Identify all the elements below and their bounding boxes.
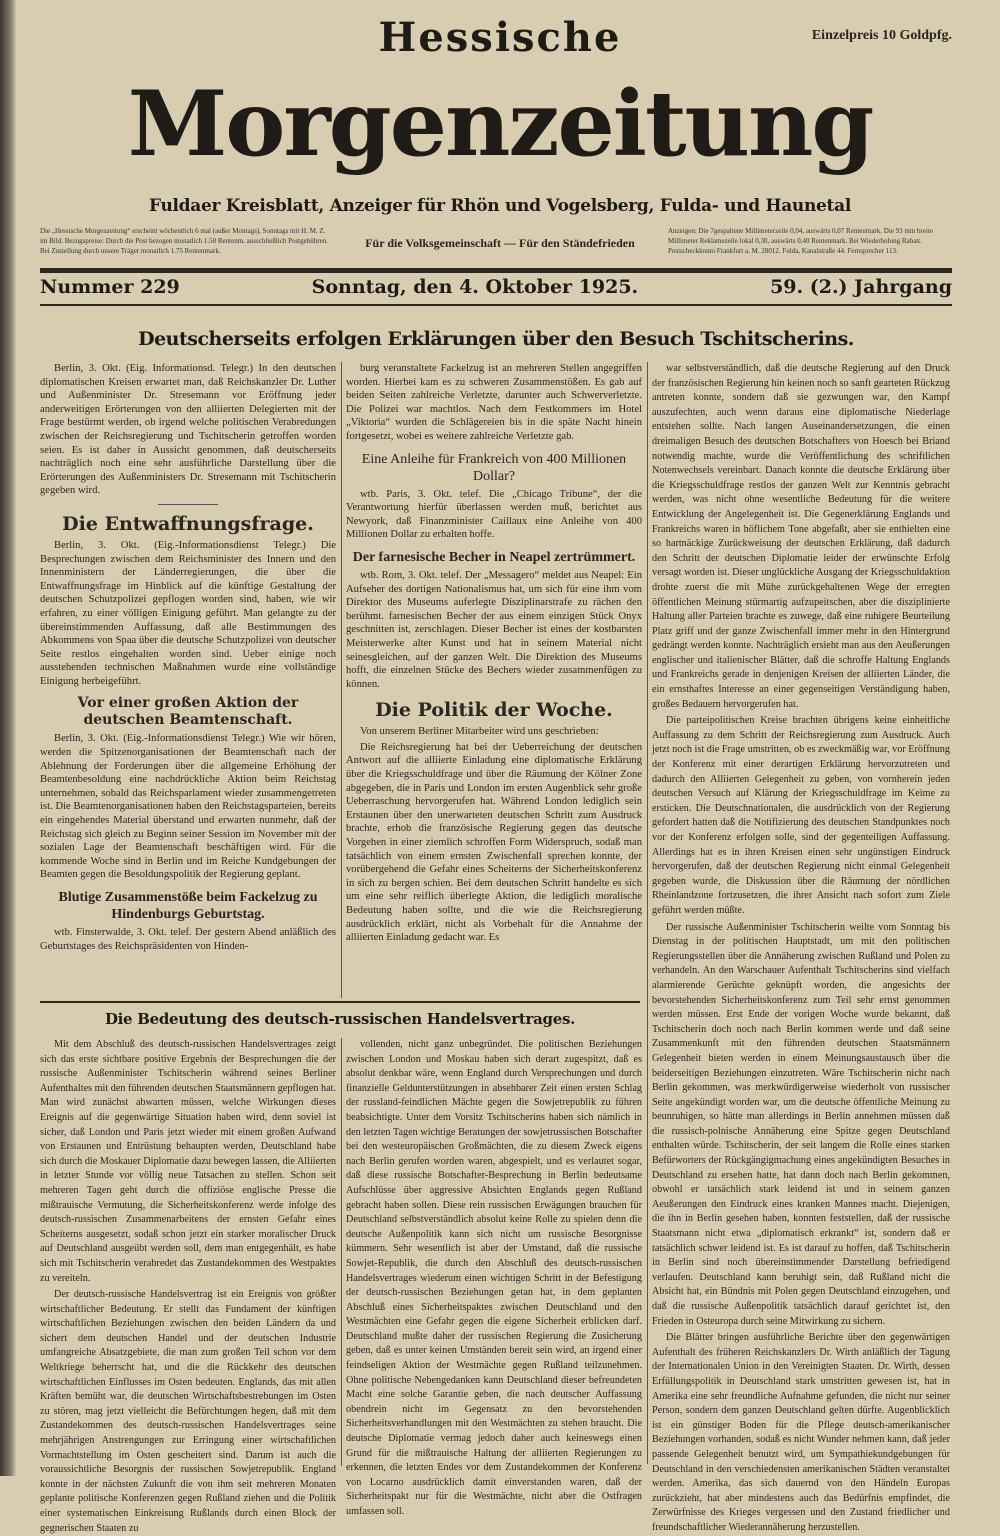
bottom-column-right <box>346 1038 642 1517</box>
lead-headline: Deutscherseits erfolgen Erklärungen über den Besuch Tschitscherins. <box>138 328 854 350</box>
article-text: wtb. Rom, 3. Okt. telef. Der „Messagero“ meldet aus Neapel: Ein Aufseher des dortigen Nationalismus hat, um sich für eine ihm vom Direktor des Museums auferlegte Disziplinarstrafe zu rächen den berühmt. farnesischen Becher der aus einem einzigen Stück Onyx geschnitten ist, zerschlagen. Dieser Becher ist eines der kostbarsten Meisterwerke alter Kunst und hat in seinem Material nicht seinesgleichen, auf der ganzen Welt. Die Direktion des Museums hofft, die einzelnen Stücke des Bechers wieder zusammenfügen zu können. <box>346 569 642 690</box>
bottom-column-left <box>40 1038 336 1534</box>
masthead-title-top: Hessische <box>378 14 622 61</box>
article-text: Die parteipolitischen Kreise brachten übrigens keine einheitliche Auffassung zu dem Schritt der Reichsregierung zum Ausdruck. Auch jetzt noch ist die Frage umstritten, ob es zweckmäßig war, vor Eröffnung der Konferenz mit einer derartigen Erklärung hervorzutreten und dadurch den Alliierten Gelegenheit zu geben, von vornherein jeden deutschen Versuch auf Klärung der Kriegsschuldfrage im Keime zu ersticken. Die Deutschnationalen, die ausdrücklich von der Regierung gefordert hatten daß die Notifizierung des deutschen Standpunktes noch vor der Konferenz erfolgen solle, sind der gegenteiligen Auffassung. Allerdings hat es in ihren Kreisen einen sehr ungünstigen Eindruck hervorgerufen, daß der deutschen Regierung nicht einmal Gelegenheit gegeben wurde, die Diskussion über die Räumung der nördlichen Rheinlandzone fortzusetzen, die ihrer Ansicht nach sofort zum Ziele geführt werden müßte. <box>652 715 950 916</box>
column-1 <box>40 362 336 998</box>
advertising-info: Anzeigen: Die 7gespaltene Millimeterzeile 0,04, auswärts 0,07 Rentenmark. Die 93 mm breite Millimeter Reklamezeile lokal 0,30, auswärts 0,40 Rentenmark. Bei Wiederholung Rabatt. Postscheckkonto Frankfurt a. M. 28012. Fulda, Kanalstraße 44. Fernsprecher 113. <box>668 227 933 255</box>
article-text: vollenden, nicht ganz unbegründet. Die politischen Beziehungen zwischen London und Moskau haben sich derart zugespitzt, daß es absolut denkbar wäre, wenn England durch Versprechungen und durch finanzielle Geldunterstützungen in absehbarer Zeit einen ersten Schlag der russland-feindlichen Mächte gegen die Sowjetrepublik zu führen beabsichtigte. Unter dem Vorsitz Tschitscherins haben sich nämlich in den letzten Tagen wichtige Beratungen der sowjetrussischen Botschafter bei den westeuropäischen Großmächten, die zu diesem Zweck eigens nach Berlin gerufen worden waren, abgespielt, und es verlautet sogar, daß diese russische Botschafter-Besprechung in Berlin bedeutsame Aufschlüsse über aggressive Absichten Englands gegen Rußland gebracht haben sollen. Diese rein russischen Erwägungen brauchen für Deutschland selbstverständlich absolut keine Rolle zu spielen denn die deutsche Außenpolitik kann sich nicht um russische Besorgnisse kümmern. Sehr wesentlich ist aber der Umstand, daß die russische Sowjet-Republik, die durch den Abschluß des deutsch-russischen Handelsvertrages wiederum einen wichtigen Schritt in der Befestigung der deutsch-russischen Beziehungen getan hat, in dem geplanten Abschluß eines Sicherheitspaktes zwischen Deutschland und den Westmächten eine Gefahr gegen die eigene Sicherheit erblicken darf. Deutschland mußte daher der russischen Regierung die Zusicherung geben, daß es unter keinen Umständen bereit sein wird, an irgend einer feindseligen Aktion der Westmächte gegen Rußland teilzunehmen. Ohne politische Nebengedanken kann Deutschland dieser befreundeten Macht eine solche Garantie geben, die nach deutscher Auffassung obendrein nicht im Gegensatz zu den bevorstehenden Sicherheitsverhandlungen mit den Westmächten zu stehen braucht. Die deutsche Diplomatie vermag jedoch daher auch keineswegs einen Grund für die mißtrauische Haltung der alliierten Regierungen zu erkennen, die letzten Endes vor dem Zustandekommen der Konferenz von Locarno ausdrücklich damit einverstanden waren, daß der Sicherheitspakt nur für die Westmächte, nicht aber die Ostfragen umfassen soll. <box>346 1039 642 1517</box>
article-text: Mit dem Abschluß des deutsch-russischen Handelsvertrages zeigt sich das erste sichtbare positive Ergebnis der Besprechungen die der russische Außenminister Tschitscherin während seines Berliner Aufenthaltes mit den führenden deutschen Staatsmännern gepflogen hat. Man wird zunächst abwarten müssen, welche Wirkungen dieses Ereignis auf die gegenwärtige Situation haben wird, denn soviel ist sicher, daß London und Paris jetzt wieder mit einem großen Aufwand von Erstaunen und Entrüstung behaupten werden, Deutschland habe sich durch die Moskauer Diplomatie dazu bewegen lassen, die Alliierten in letzter Stunde vor völlig neue Tatsachen zu stellen. Schon seit mehreren Tagen geht durch die offiziöse englische Presse die mißtrauische Vermutung, die Sicherheitskonferenz werde infolge des deutsch-russischen Zusammenarbeitens der ernsten Gefahr eines Scheiterns ausgesetzt, sodaß schon jetzt ein starker moralischer Druck auf Deutschland ausgeübt werden soll, dem man entgegenhält, es habe sich mit Tschitscherin verabredet das Zustandekommen des Westpaktes zu vereiteln. <box>40 1039 336 1284</box>
article-text: Berlin, 3. Okt. (Eig.-Informationsdienst Telegr.) Die Besprechungen zwischen dem Reichsminister des Innern und den Innenministern der Länderregierungen, die über die Entwaffnungsfrage im Hinblick auf die künftige Gestaltung der deutschen Schutzpolizei gepflogen worden sind, haben, wie wir erfahren, zu einer völligen Einigung geführt. Man gelangte zu der übereinstimmenden Auffassung, daß alle Bestimmungen des Abkommens von Spaa über die deutsche Schutzpolizei von deutscher Seite restlos eingehalten worden sind. Ueber einige noch ausstehenden technischen Maßnahmen wurde eine vollständige Einigung herbeigeführt. <box>40 539 336 687</box>
page-binding-edge <box>0 0 16 1476</box>
dateline-rule <box>40 304 952 306</box>
masthead-title: Morgenzeitung <box>127 71 873 177</box>
article-headline: Die Politik der Woche. <box>375 699 613 722</box>
article-text: Berlin, 3. Okt. (Eig. Informationsd. Telegr.) In den deutschen diplomatischen Kreisen erwartet man, daß Reichskanzler Dr. Luther und Außenminister Dr. Stresemann vor Eröffnung jeder anderweitigen Erörterungen von den alliierten Delegierten mit der Frage bestürmt werden, ob irgend welche politischen Verabredungen zwischen der Reichsregierung und Tschitscherin getroffen worden seien. Es ist daher in Aussicht genommen, daß deutscherseits nachträglich noch eine sehr ausführliche Darstellung über die Erörterungen des Außenministers Dr. Stresemann mit Tschitscherin gegeben wird. <box>40 363 336 497</box>
dateline <box>40 276 952 298</box>
article-text: Die Reichsregierung hat bei der Ueberreichung der deutschen Antwort auf die alliierte Einladung eine diplomatische Erklärung über die Kriegsschuldfrage und über die Räumung der Kölner Zone abgegeben, die in Paris und London im ersten Augenblick sehr große Ueberraschung hervorgerufen hat. Während London lediglich sein Erstaunen über den unerwarteten deutschen Schritt zum Ausdruck brachte, erhob die französische Regierung gegen das deutsche Vorgehen in einer ziemlich schroffen Form Widerspruch, sodaß man tatsächlich von einem ernsten Zwischenfall sprechen konnte, der vorübergehend die Gefahr eines Scheiterns der Sicherheitskonferenz in sich zu bergen schien. Bei dem deutschen Schritt handelte es sich um eine sehr reiflich überlegte Aktion, die lediglich moralische Bedeutung haben sollte, und die wie die Reichsregierung ausdrücklich erklärt, nicht als Vorbehalt für die Annahme der alliierten Einladung gedacht war. Es <box>346 741 642 944</box>
article-text: wtb. Finsterwalde, 3. Okt. telef. Der gestern Abend anläßlich des Geburtstages des Reichspräsidenten von Hinden- <box>40 927 336 952</box>
article-text: Der deutsch-russische Handelsvertrag ist ein Ereignis von größter wirtschaftlicher Bedeutung. Er stellt das Fundament der künftigen wirtschaftlichen Beziehungen zwischen den beiden Ländern da und sichert dem deutschen Handel und der deutschen Industrie umfangreiche Absatzgebiete, die man zum großen Teil schon vor dem Weltkriege beherrscht hat, und die die Rückkehr des deutschen wirtschaftlichen Einflusses im Osten bedeuten. Englands, das mit allen Kräften bemüht war, die deutschen Wirtschaftsbestrebungen im Osten zu stören, mag jetzt vielleicht die Befürchtungen hegen, daß mit dem Zustandekommen des deutsch-russischen Handelsvertrages seine mehrjährigen Anstrengungen zur Erringung einer wirtschaftlichen Vormachtstellung im Osten gescheitert sind. Darum ist auch die voraussichtliche Besorgnis der russischen Sowjetrepublik. England konnte in der nächsten Zukunft die von ihm seit mehreren Monaten geplante politische Konferenzen gegen Rußland ziehen und die Politik einer systematischen Einkreisung Rußlands durch einen Block der gegnerischen Staaten zu <box>40 1289 336 1534</box>
column-divider <box>341 362 342 998</box>
motto: Für die Volksgemeinschaft — Für den Ständefrieden <box>365 236 635 250</box>
article-text: Berlin, 3. Okt. (Eig.-Informationsdienst Telegr.) Wie wir hören, werden die Spitzenorganisationen der Beamtenschaft nach der Ablehnung der Forderungen über die allgemeine Erhöhung der Beamtenbesoldung eine nachdrückliche Aktion beim Reichstag unternehmen, sobald das Reichsparlament wieder zusammengetreten ist. Die Beamtenorganisationen haben den Reichstagsparteien, bereits ein eingehendes Material überstand und erwarten nunmehr, daß der Reichstag sich gleich zu Beginn seiner Session im November mit der sozialen Lage der Beamtenschaft beschäftigen wird. Für die kommende Woche sind in Berlin und im Reiche Kundgebungen der Beamten gegen die Besoldungspolitik der Regierung geplant. <box>40 733 336 881</box>
section-headline: Die Bedeutung des deutsch-russischen Handelsvertrages. <box>104 1010 576 1028</box>
section-rule <box>40 1001 640 1003</box>
article-text: Die Blätter bringen ausführliche Berichte über den gegenwärtigen Aufenthalt des früheren Reichskanzlers Dr. Wirth anläßlich der Tagung der Internationalen Union in den Vereinigten Staaten. Dr. Wirth, dessen Erfüllungspolitik in Deutschland stark umstritten gewesen ist, hat in Amerika eine sehr freundliche Aufnahme gefunden, die nicht nur seiner Person, sondern dem ganzen Deutschland gelten dürfte. Augenblicklich ist ein günstiger Boden für die Pflege deutsch-amerikanischer Beziehungen vorhanden, sodaß es nicht Wunder nehmen kann, daß jeder passende Gelegenheit benutzt wird, um Sympathiekundgebungen für Deutschland in den verschiedensten amerikanischen Städten veranstaltet werden. Amerika, das sich dauernd von den Händeln Europas zurückzieht, hat aber mindestens auch das Bedürfnis empfindet, die Zerwürfnisse des Krieges vergessen und den Zustand friedlicher und freundschaftlicher Wiederannäherung herzustellen. <box>652 1332 950 1533</box>
column-3 <box>652 362 950 1533</box>
article-byline: Von unserem Berliner Mitarbeiter wird uns geschrieben: <box>360 726 599 738</box>
masthead-rule <box>40 268 952 273</box>
column-divider <box>341 1038 342 1466</box>
article-headline: Eine Anleihe für Frankreich von 400 Millionen Dollar? <box>361 451 627 484</box>
article-text: Der russische Außenminister Tschitscherin weilte vom Sonntag bis Dienstag in der politischen Hauptstadt, um mit den politischen Regierungsstellen über die Annäherung zwischen Rußland und Polen zu verhandeln. An den Warschauer Aufenthalt Tschitscherins sind vielfach alarmierende Gerüchte geknüpft worden, die angesichts der bevorstehenden Sicherheitskonferenz zum Teil sehr ernst genommen werden müssen. Erst Ende der vorigen Woche wurde bekannt, daß Tschitscherin doch noch nach Berlin kommen werde und daß seine Zusammenkunft mit den führenden deutschen Staatsmännern Gelegenheit bieten werden in einem Meinungsaustausch über die beiderseitigen Beziehungen einzutreten. Wäre Tschitscherin nicht nach Berlin gekommen, was merkwürdigerweise wiederholt von russischer Seite angekündigt worden war, um die deutsche öffentliche Meinung zu beunruhigen, so hätte man allerdings in Berlin annehmen müssen daß die russisch-polnische Annäherung eine Spitze gegen Deutschland enthalten würde. Tschitscherin, der seit langem die Rolle eines starken Befürworters der Rückgängigmachung eines angekündigten Besuches in Deutschland zu ersehen hatte, hat dann doch nach Berlin gekommen, obwohl er tatsächlich stark leidend ist und in seinem ganzen Aeußerungen den Eindruck eines kranken Mannes macht. Diejenigen, die ihn in Berlin gesehen haben, konnten feststellen, daß der russische Staatsmann nicht etwa „diplomatisch erkrankt“ ist, sondern daß er tatsächlich schwer leidend ist. Es ist darauf zu hoffen, daß Tschitscherin in Berlin sind noch übereinstimmender Darstellung befriedigend verlaufen. Deutschland kann beruhigt sein, daß Rußland nicht die Absicht hat, ein Bündnis mit Polen gegen Deutschland einzugehen, und daß die russische Außenpolitik tatsächlich darauf gerichtet ist, den Frieden in Osteuropa durch seine Mitwirkung zu sichern. <box>652 921 950 1327</box>
article-headline: Vor einer großen Aktion der deutschen Beamtenschaft. <box>77 695 299 729</box>
volume: 59. (2.) Jahrgang <box>770 276 952 298</box>
price-label: Einzelpreis 10 Goldpfg. <box>811 28 952 43</box>
article-headline: Blutige Zusammenstöße beim Fackelzug zu Hindenburgs Geburtstag. <box>58 890 318 922</box>
article-text: wtb. Paris, 3. Okt. telef. Die „Chicago Tribune“, der die Verantwortung hierfür überlassen werden muß, berichtet aus Newyork, daß Finanzminister Caillaux eine Anleihe von 400 Millionen Dollar zu erhalten hoffe. <box>346 488 642 541</box>
separator <box>158 504 218 505</box>
article-headline: Der farnesische Becher in Neapel zertrümmert. <box>352 549 636 565</box>
article-text: burg veranstaltete Fackelzug ist an mehreren Stellen angegriffen worden. Hierbei kam es zu schweren Zusammenstößen. Es gab auf beiden Seiten zahlreiche Verletzte, darunter auch Schwerverletzte. Die Polizei war machtlos. Nach dem Festkommers im Hotel „Viktoria“ wurden die Schlägereien bis in die späte Nacht hinein fortgesetzt, wobei es weitere zahlreiche Verletzte gab. <box>346 363 642 442</box>
subscription-info: Die „Hessische Morgenzeitung“ erscheint wöchentlich 6 mal (außer Montags), Sonntags mit H. M. Z. im Bild. Bezugspreise: Durch die Post bezogen monatlich 1.50 Rentenm. ausschließlich Postgebühren. Bei Zustellung durch unsere Träger monatlich 1.75 Rentenmark. <box>40 227 328 255</box>
column-2 <box>346 362 642 998</box>
issue-date: Sonntag, den 4. Oktober 1925. <box>311 276 639 298</box>
issue-number: Nummer 229 <box>40 276 180 298</box>
column-divider <box>647 362 648 1464</box>
article-headline: Die Entwaffnungsfrage. <box>62 512 314 535</box>
article-text: war selbstverständlich, daß die deutsche Regierung auf den Druck der französischen Regierung hin keinen noch so sanft gearteten Rückzug antreten konnte, sondern daß sie gezwungen war, den Kampf auszufechten, auch wenn daraus eine diplomatische Niederlage entstehen sollte. Nach langen Auseinandersetzungen, die einen dreimaligen Besuch des deutschen Botschafters von Hoesch bei Briand notwendig machte, wurde die Veröffentlichung des schriftlichen Notenwechsels vereinbart. Danach konnte die deutsche Erklärung über die Kriegsschuldfrage restlos der ganzen Welt zur Kenntnis gebracht werden, was nicht ohne wesentliche Bedeutung für die weitere Entwicklung der Angelegenheit ist. Die Gegenerklärung Englands und Frankreichs waren in höflichem Tone abgefaßt, aber sie enthielten eine so hartnäckige Zurückweisung der deutschen Erklärung, daß dadurch den Schritt der deutschen Diplomatie leider der erwünschte Erfolg versagt worden ist. Dieser unglückliche Ausgang der Kriegsschuldaktion drohte zuerst die mit Mühe zurückgehaltenen Wege der erregten öffentlichen Meinung stürmartig aufzupeitschen, aber die disziplinierte Haltung aller Parteien brachte es zuwege, daß eine ruhigere Beurteilung Platz griff und der ganze Zwischenfall immer mehr in den Hintergrund gedrängt werden konnte. Nachträglich ersieht man aus den Aeußerungen englischer und italienischer Blätter, daß die schroffe Haltung Englands und Frankreichs gerade in denjenigen Kreisen der alliierten Länder, die ein ernsthaftes Interesse an einer gegenseitigen Verständigung haben, großes Bedauern hervorgerufen hat. <box>652 363 950 710</box>
masthead-subtitle: Fuldaer Kreisblatt, Anzeiger für Rhön und Vogelsberg, Fulda- und Haunetal <box>148 196 851 216</box>
